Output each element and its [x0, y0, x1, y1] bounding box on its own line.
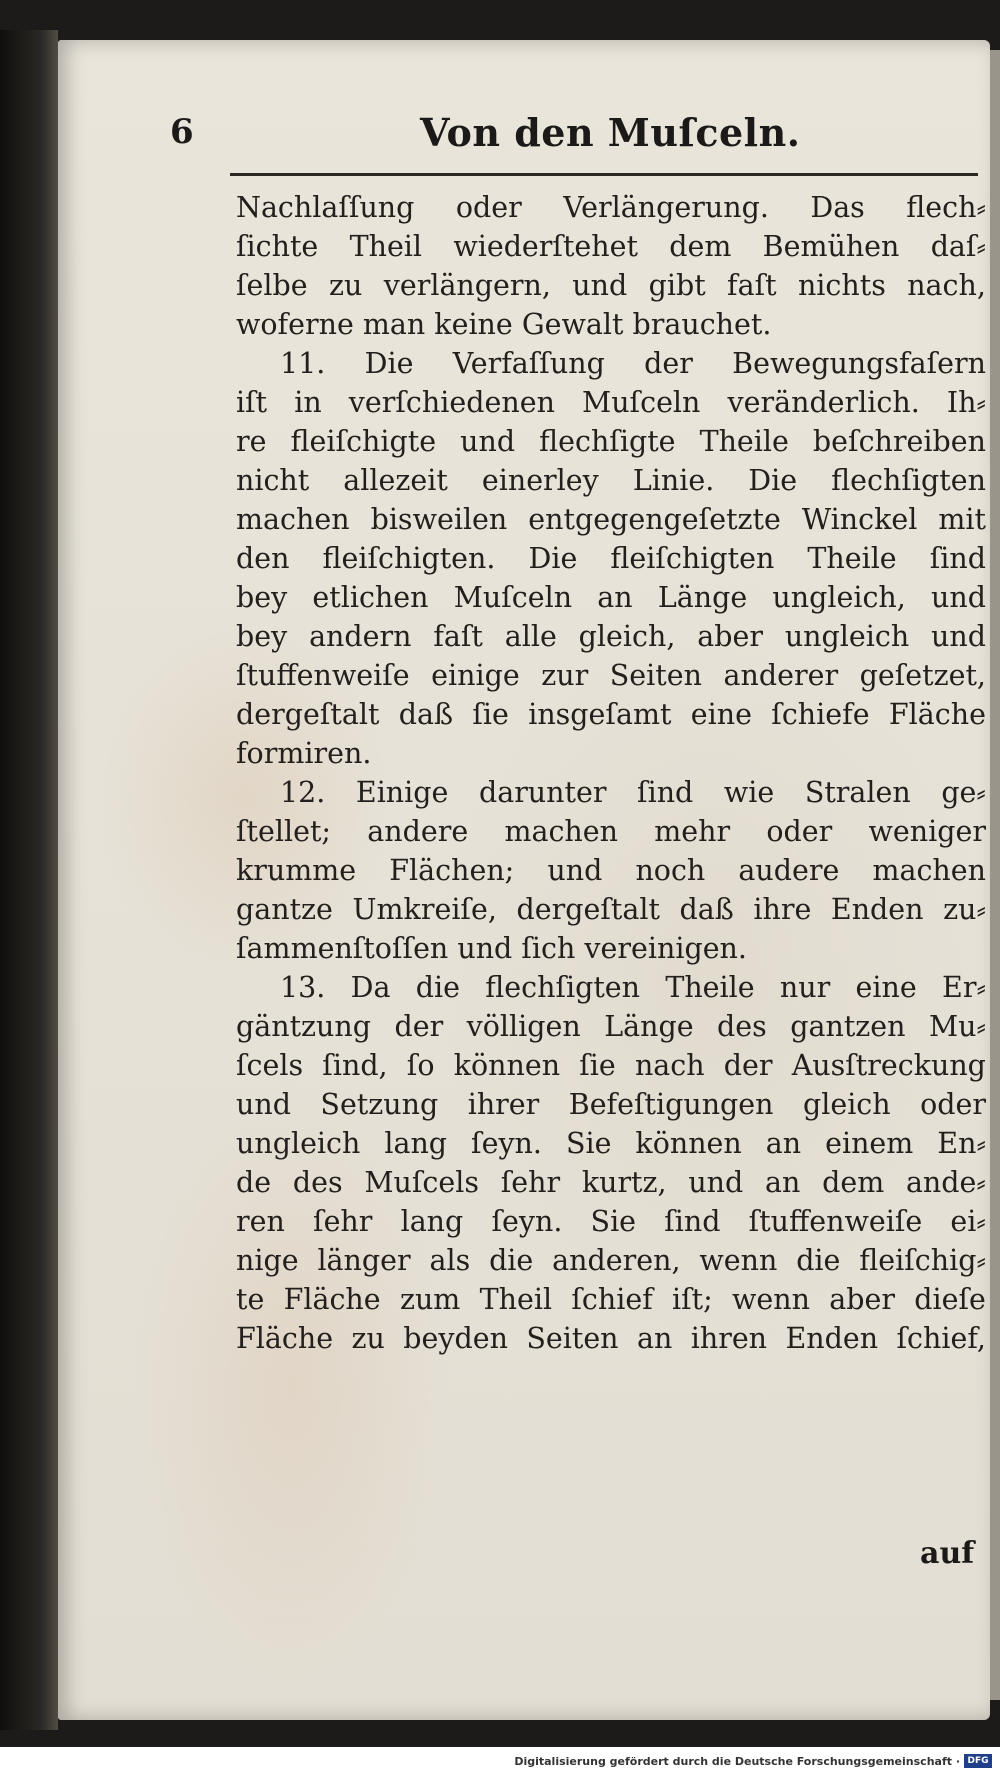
- header-rule: [230, 173, 978, 176]
- word: Muſcels: [364, 1166, 479, 1199]
- word: ande⸗: [905, 1166, 986, 1199]
- footer-credit: Digitalisierung gefördert durch die Deutsche Forschungsgemeinschaft ·: [514, 1755, 960, 1768]
- word: ſind: [929, 542, 986, 575]
- word: Mu⸗: [928, 1010, 986, 1043]
- word: ſind: [664, 1205, 721, 1238]
- word: fleiſchig⸗: [859, 1244, 986, 1277]
- text-line: [236, 1007, 986, 1046]
- word: darunter: [478, 776, 607, 809]
- word: der: [644, 347, 693, 380]
- word: dergeſtalt: [236, 698, 380, 731]
- word: Bemühen: [762, 230, 900, 263]
- word: ge⸗: [941, 776, 986, 809]
- word: ſehr: [500, 1166, 561, 1199]
- word: wenn: [699, 1244, 778, 1277]
- word: Fläche: [888, 698, 986, 731]
- word: beſchreiben: [812, 425, 986, 458]
- text-line: [236, 695, 986, 734]
- word: Länge: [604, 1010, 694, 1043]
- word: Theile: [807, 542, 897, 575]
- text-line: [236, 1046, 986, 1085]
- word: faſt: [727, 269, 777, 302]
- text-line: [236, 383, 986, 422]
- word: zum: [399, 1283, 461, 1316]
- word: kurtz,: [581, 1166, 667, 1199]
- word: verlängern,: [383, 269, 551, 302]
- word: Enden: [785, 1322, 879, 1355]
- word: Da: [350, 971, 391, 1004]
- word: daß: [679, 893, 734, 926]
- word: ſelbe: [236, 269, 308, 302]
- word: den: [236, 542, 290, 575]
- word: En⸗: [937, 1127, 986, 1160]
- word: gantze: [236, 893, 333, 926]
- word: ſeyn.: [491, 1205, 563, 1238]
- word: fleiſchigte: [290, 425, 437, 458]
- word: Stralen: [804, 776, 911, 809]
- word: Verfaſſung: [452, 347, 605, 380]
- word: Sie: [590, 1205, 637, 1238]
- word: an: [765, 1166, 801, 1199]
- word: Ih⸗: [946, 386, 986, 419]
- text-line: [236, 617, 986, 656]
- word: alle: [504, 620, 557, 653]
- word: und: [572, 269, 628, 302]
- word: geſetzet,: [859, 659, 986, 692]
- word: Umkreiſe,: [352, 893, 497, 926]
- word: ſchiefe: [771, 698, 870, 731]
- text-line: [236, 812, 986, 851]
- word: ſind: [637, 776, 694, 809]
- word: Befeſtigungen: [568, 1088, 774, 1121]
- word: Flächen;: [389, 854, 515, 887]
- word: flechſigten: [485, 971, 641, 1004]
- word: Verlängerung.: [563, 191, 769, 224]
- word: andern: [309, 620, 412, 653]
- word: Linie.: [632, 464, 715, 497]
- word: mit: [938, 503, 986, 536]
- word: wiederſtehet: [453, 230, 638, 263]
- text-line: [236, 656, 986, 695]
- text-line: [236, 227, 986, 266]
- word: etlichen: [312, 581, 429, 614]
- word: Theile: [699, 425, 789, 458]
- word: zu: [351, 1322, 385, 1355]
- word: krumme: [236, 854, 357, 887]
- text-line: [236, 422, 986, 461]
- word: an: [636, 1322, 673, 1355]
- word: ungleich: [784, 620, 910, 653]
- word: länger: [317, 1244, 411, 1277]
- word: ſehr: [313, 1205, 373, 1238]
- text-line: woferne man keine Gewalt brauchet.: [236, 308, 772, 341]
- word: ihrer: [467, 1088, 540, 1121]
- word: zu: [329, 269, 363, 302]
- word: an: [597, 581, 633, 614]
- text-line: [236, 968, 986, 1007]
- word: insgeſamt: [528, 698, 672, 731]
- word: an: [765, 1127, 802, 1160]
- word: Fläche: [283, 1283, 381, 1316]
- word: ſeyn.: [471, 1127, 542, 1160]
- word: aber: [697, 620, 763, 653]
- word: einerley: [481, 464, 599, 497]
- word: fleiſchigten.: [322, 542, 496, 575]
- word: machen: [504, 815, 619, 848]
- word: Enden: [830, 893, 924, 926]
- word: andere: [367, 815, 469, 848]
- word: ſtellet;: [236, 815, 332, 848]
- word: machen: [236, 503, 350, 536]
- word: ſtuffenweiſe: [748, 1205, 923, 1238]
- word: noch: [635, 854, 706, 887]
- word: Bewegungsfaſern: [732, 347, 986, 380]
- word: dem: [822, 1166, 885, 1199]
- word: des: [717, 1010, 767, 1043]
- word: ſo: [406, 1049, 435, 1082]
- word: iſt: [236, 386, 268, 419]
- text-line: [236, 578, 986, 617]
- word: aber: [829, 1283, 895, 1316]
- text-line: [236, 1163, 986, 1202]
- word: faſt: [433, 620, 483, 653]
- word: oder: [455, 191, 522, 224]
- text-line: [236, 500, 986, 539]
- word: 12.: [280, 776, 326, 809]
- word: verſchiedenen: [348, 386, 555, 419]
- word: und: [688, 1166, 744, 1199]
- word: dem: [669, 230, 732, 263]
- word: te: [236, 1283, 265, 1316]
- word: völligen: [466, 1010, 581, 1043]
- word: Einige: [355, 776, 449, 809]
- text-line: [236, 344, 986, 383]
- word: können: [635, 1127, 742, 1160]
- word: ei⸗: [950, 1205, 986, 1238]
- word: Theil: [479, 1283, 553, 1316]
- word: dieſe: [914, 1283, 986, 1316]
- word: Seiten: [609, 659, 702, 692]
- word: flechſigte: [539, 425, 676, 458]
- page-edge-strip: [990, 50, 1000, 1700]
- word: bisweilen: [370, 503, 508, 536]
- word: de: [236, 1166, 272, 1199]
- word: zu⸗: [943, 893, 986, 926]
- word: und: [931, 620, 986, 653]
- word: Nachlaſſung: [236, 191, 415, 224]
- word: wenn: [732, 1283, 810, 1316]
- word: Länge: [657, 581, 748, 614]
- word: ſie: [472, 698, 509, 731]
- word: nichts: [797, 269, 886, 302]
- text-line: [236, 851, 986, 890]
- word: Die: [528, 542, 578, 575]
- word: allezeit: [343, 464, 448, 497]
- word: re: [236, 425, 267, 458]
- word: anderer: [723, 659, 839, 692]
- word: wie: [723, 776, 775, 809]
- word: audere: [738, 854, 840, 887]
- word: lang: [400, 1205, 464, 1238]
- word: ſchief,: [896, 1322, 986, 1355]
- word: Theile: [665, 971, 755, 1004]
- word: bey: [236, 581, 288, 614]
- word: ſie: [579, 1049, 616, 1082]
- word: der: [394, 1010, 444, 1043]
- word: 13.: [280, 971, 326, 1004]
- word: gantzen: [790, 1010, 906, 1043]
- word: bey: [236, 620, 288, 653]
- word: ihren: [690, 1322, 768, 1355]
- word: Seiten: [526, 1322, 619, 1355]
- word: entgegengeſetzte: [528, 503, 781, 536]
- text-line: [236, 1085, 986, 1124]
- word: ſchief: [571, 1283, 653, 1316]
- word: ihre: [753, 893, 812, 926]
- word: oder: [766, 815, 833, 848]
- word: ſtuffenweiſe: [236, 659, 410, 692]
- word: ren: [236, 1205, 285, 1238]
- word: und: [236, 1088, 291, 1121]
- word: Ausſtreckung: [791, 1049, 986, 1082]
- word: und: [460, 425, 516, 458]
- word: veränderlich.: [727, 386, 920, 419]
- word: Das: [810, 191, 865, 224]
- text-line: [236, 1202, 986, 1241]
- word: fleiſchigten: [610, 542, 775, 575]
- word: Er⸗: [942, 971, 986, 1004]
- word: daß: [398, 698, 454, 731]
- word: die: [796, 1244, 841, 1277]
- word: Sie: [565, 1127, 612, 1160]
- text-line: [236, 1124, 986, 1163]
- word: dergeſtalt: [516, 893, 660, 926]
- text-line: [236, 1241, 986, 1280]
- text-line: [236, 1319, 986, 1358]
- book-spine-edge: [0, 30, 58, 1730]
- page-number: 6: [170, 112, 194, 152]
- word: ſind,: [322, 1049, 388, 1082]
- word: können: [453, 1049, 561, 1082]
- word: in: [294, 386, 322, 419]
- word: ungleich: [236, 1127, 361, 1160]
- dfg-logo: DFG: [964, 1754, 992, 1768]
- word: die: [489, 1244, 534, 1277]
- word: Die: [748, 464, 798, 497]
- word: eine: [690, 698, 752, 731]
- word: oder: [920, 1088, 986, 1121]
- word: gleich: [802, 1088, 891, 1121]
- text-line: [236, 188, 986, 227]
- word: gleich,: [578, 620, 676, 653]
- word: und: [931, 581, 986, 614]
- word: der: [723, 1049, 773, 1082]
- word: daſ⸗: [930, 230, 986, 263]
- word: und: [547, 854, 603, 887]
- word: nur: [779, 971, 831, 1004]
- word: nach: [634, 1049, 705, 1082]
- footer-bar: [0, 1747, 1000, 1773]
- word: nige: [236, 1244, 299, 1277]
- word: die: [415, 971, 460, 1004]
- word: flech⸗: [906, 191, 986, 224]
- word: iſt;: [672, 1283, 713, 1316]
- word: einem: [825, 1127, 914, 1160]
- word: einige: [431, 659, 520, 692]
- text-line: [236, 890, 986, 929]
- text-line: formiren.: [236, 737, 372, 770]
- word: flechſigten: [831, 464, 986, 497]
- running-head: Von den Muſceln.: [420, 110, 801, 155]
- word: Muſceln: [453, 581, 573, 614]
- text-line: [236, 461, 986, 500]
- word: Setzung: [320, 1088, 439, 1121]
- word: ungleich,: [772, 581, 906, 614]
- word: Muſceln: [582, 386, 701, 419]
- word: nach,: [907, 269, 986, 302]
- text-line: [236, 773, 986, 812]
- word: des: [292, 1166, 343, 1199]
- text-line: [236, 1280, 986, 1319]
- catchword: auf: [920, 1536, 975, 1571]
- text-line: [236, 539, 986, 578]
- word: gäntzung: [236, 1010, 372, 1043]
- word: machen: [872, 854, 986, 887]
- word: mehr: [654, 815, 731, 848]
- word: weniger: [868, 815, 986, 848]
- word: ſichte: [236, 230, 319, 263]
- word: als: [429, 1244, 471, 1277]
- word: lang: [384, 1127, 448, 1160]
- word: zur: [541, 659, 589, 692]
- text-line: ſammenſtoſſen und ſich vereinigen.: [236, 932, 747, 965]
- word: gibt: [648, 269, 706, 302]
- body-text: [236, 188, 986, 1358]
- word: beyden: [403, 1322, 508, 1355]
- word: ſcels: [236, 1049, 304, 1082]
- word: nicht: [236, 464, 310, 497]
- text-line: [236, 266, 986, 305]
- word: Die: [364, 347, 414, 380]
- word: eine: [855, 971, 917, 1004]
- word: Theil: [349, 230, 423, 263]
- word: 11.: [280, 347, 326, 380]
- word: anderen,: [552, 1244, 681, 1277]
- word: Winckel: [801, 503, 918, 536]
- word: Fläche: [236, 1322, 334, 1355]
